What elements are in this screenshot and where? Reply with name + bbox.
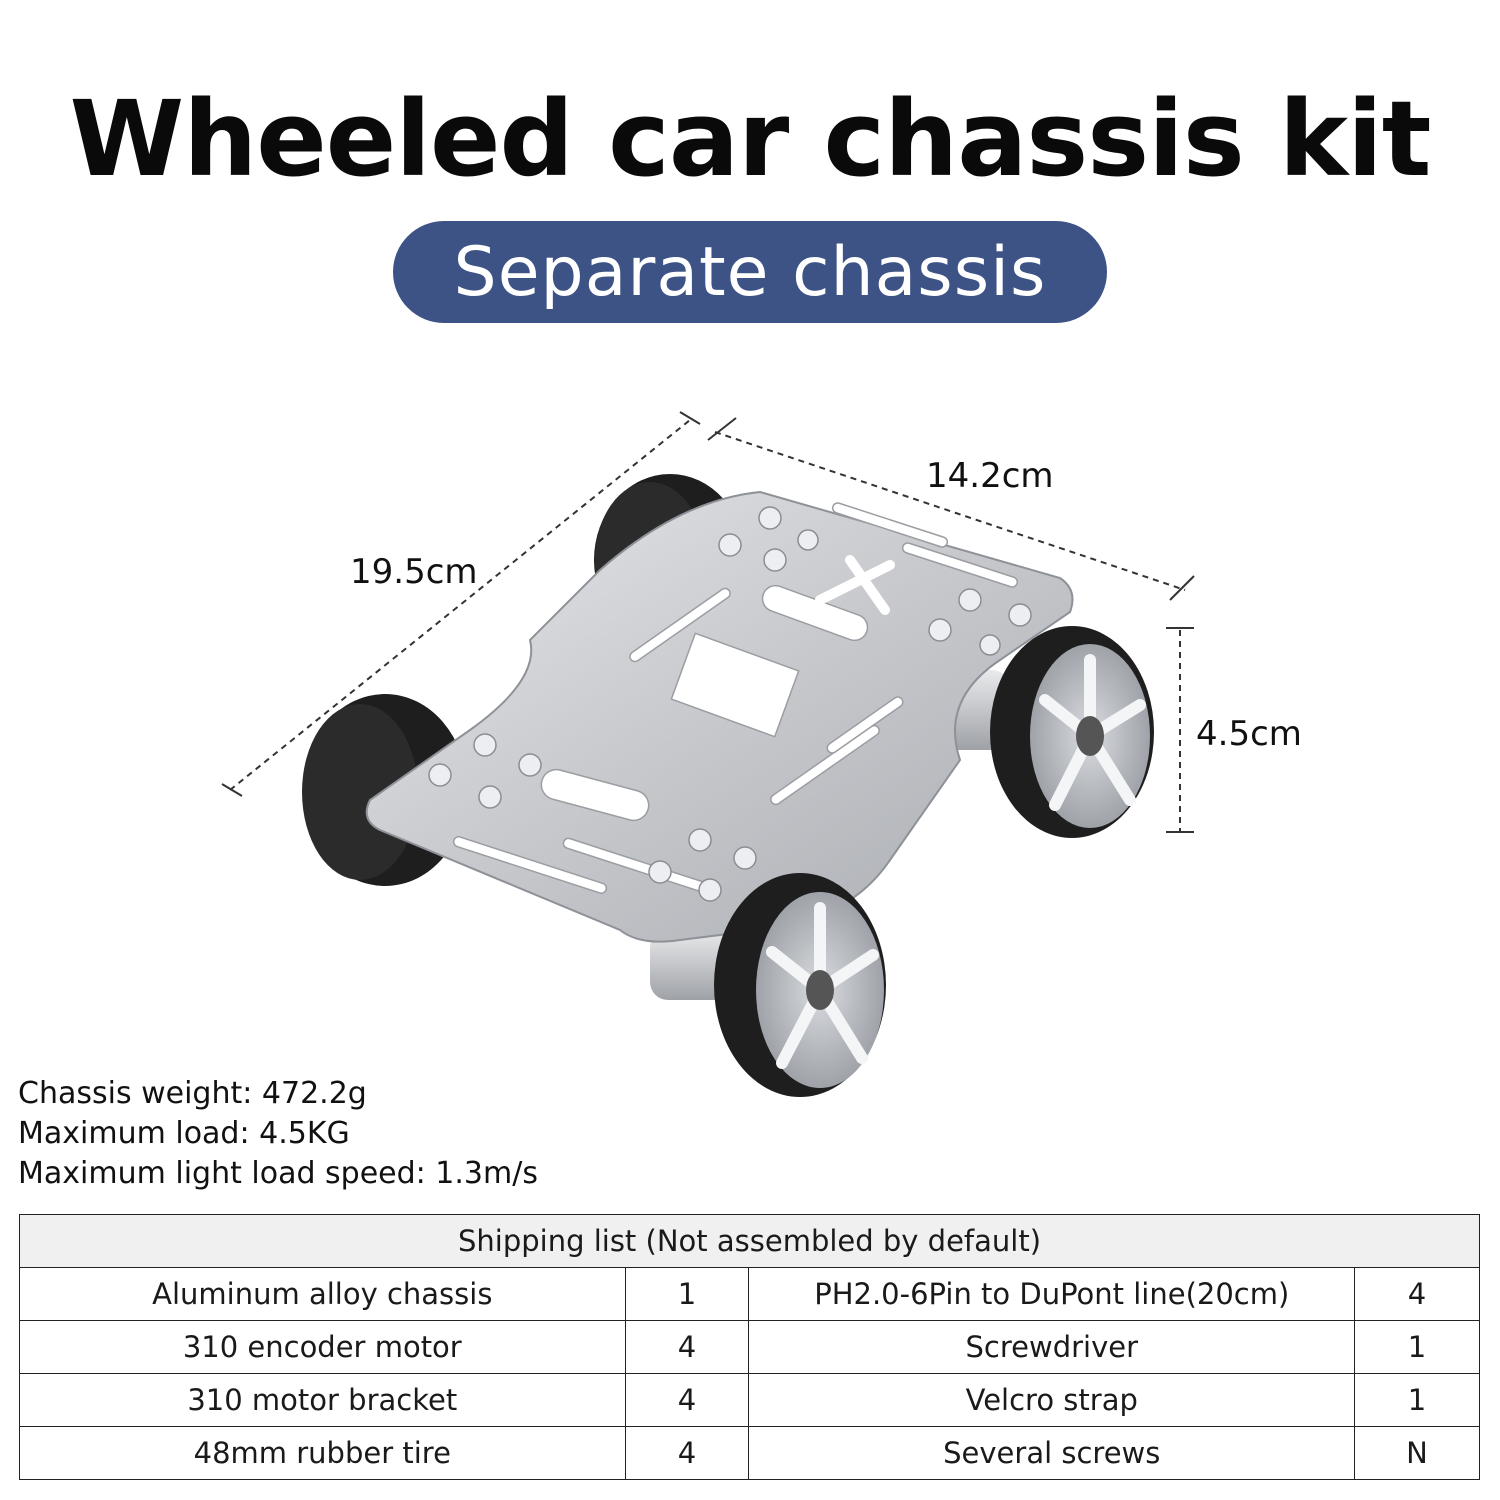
chassis-type-label: Separate chassis: [453, 232, 1047, 312]
table-row: [20, 1321, 1480, 1374]
length-dimension-label: 19.5cm: [350, 552, 478, 592]
chassis-type-badge: [393, 221, 1107, 323]
item-qty: N: [1355, 1427, 1480, 1480]
item-name: Velcro strap: [749, 1374, 1355, 1427]
table-row: [20, 1374, 1480, 1427]
item-qty: 1: [625, 1268, 749, 1321]
spec-max-speed: Maximum light load speed: 1.3m/s: [18, 1156, 538, 1191]
item-qty: 4: [625, 1374, 749, 1427]
height-dimension-label: 4.5cm: [1196, 714, 1302, 754]
wheel-back-right: [990, 626, 1154, 838]
item-qty: 4: [625, 1427, 749, 1480]
item-name: 310 motor bracket: [20, 1374, 626, 1427]
spec-weight: Chassis weight: 472.2g: [18, 1076, 367, 1111]
item-name: 310 encoder motor: [20, 1321, 626, 1374]
item-name: PH2.0-6Pin to DuPont line(20cm): [749, 1268, 1355, 1321]
item-qty: 1: [1355, 1374, 1480, 1427]
table-row: [20, 1427, 1480, 1480]
item-qty: 4: [625, 1321, 749, 1374]
item-qty: 1: [1355, 1321, 1480, 1374]
table-row: [20, 1268, 1480, 1321]
spec-max-load: Maximum load: 4.5KG: [18, 1116, 350, 1151]
item-name: Aluminum alloy chassis: [20, 1268, 626, 1321]
item-qty: 4: [1355, 1268, 1480, 1321]
shipping-list-table: [19, 1214, 1480, 1480]
width-dimension-label: 14.2cm: [926, 456, 1054, 496]
wheel-front-right: [714, 873, 886, 1097]
item-name: 48mm rubber tire: [20, 1427, 626, 1480]
spec-list: [18, 1074, 538, 1194]
page-title: Wheeled car chassis kit: [69, 78, 1431, 200]
shipping-list-title: Shipping list (Not assembled by default): [20, 1215, 1480, 1268]
item-name: Screwdriver: [749, 1321, 1355, 1374]
item-name: Several screws: [749, 1427, 1355, 1480]
